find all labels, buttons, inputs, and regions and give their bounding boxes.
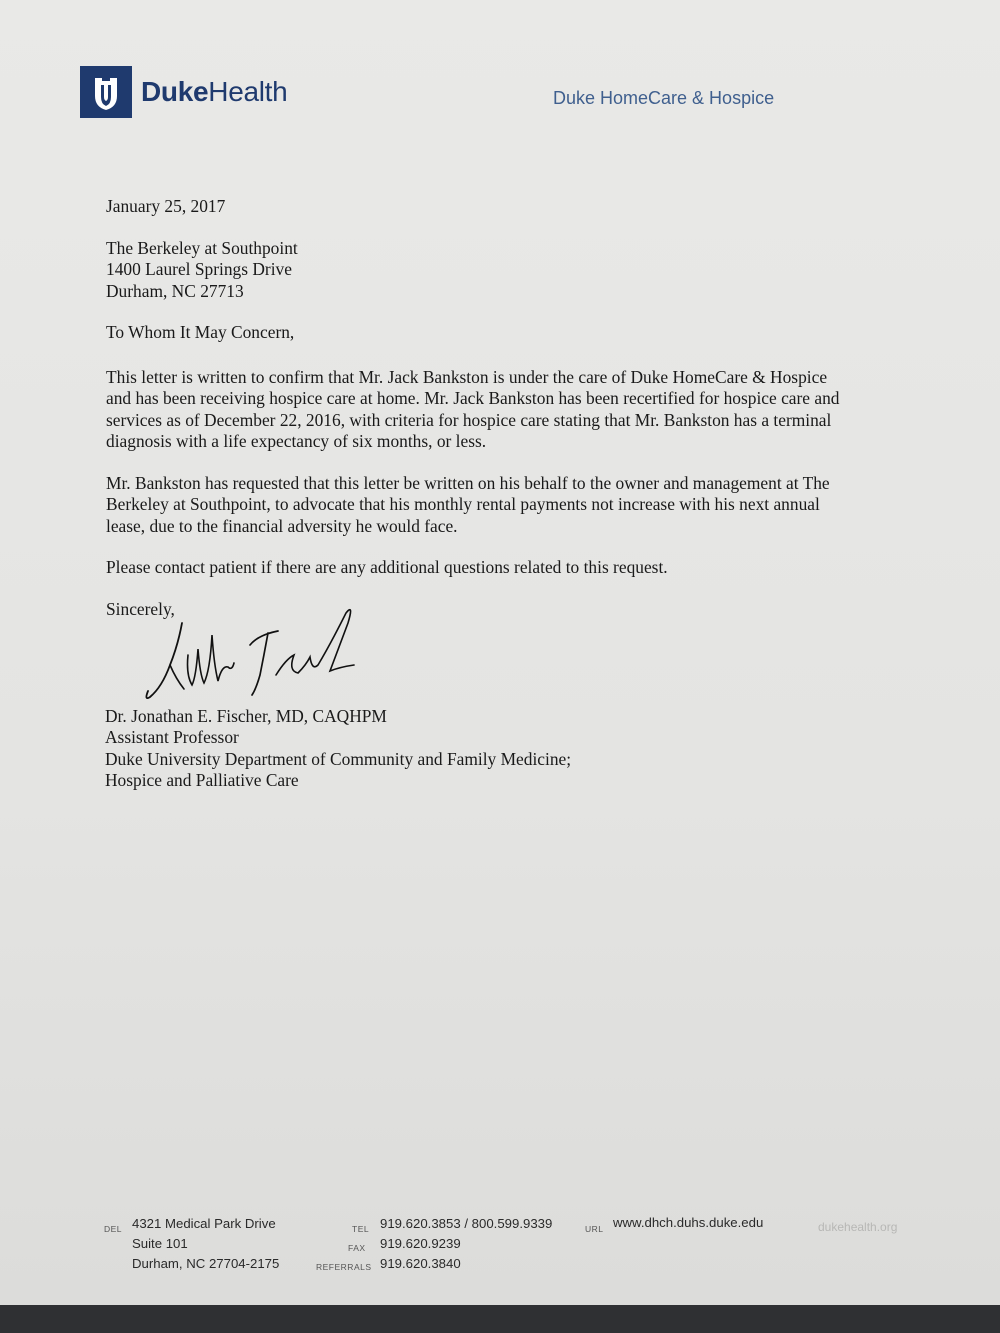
footer-phone-numbers bbox=[380, 1214, 552, 1274]
paragraph-line: Mr. Bankston has requested that this letter be written on his behalf to the owner and management at The bbox=[106, 473, 830, 493]
salutation: To Whom It May Concern, bbox=[106, 322, 295, 342]
footer-url: www.dhch.duhs.duke.edu bbox=[613, 1215, 764, 1230]
duke-shield-icon bbox=[80, 66, 132, 118]
paragraph-3: Please contact patient if there are any additional questions related to this request. bbox=[106, 557, 668, 577]
footer-referrals: 919.620.3840 bbox=[380, 1256, 461, 1271]
paragraph-line: This letter is written to confirm that Mr. Jack Bankston is under the care of Duke HomeCare & Hospice bbox=[106, 367, 828, 387]
footer-address-line: Suite 101 bbox=[132, 1236, 188, 1251]
signer-title: Assistant Professor bbox=[105, 727, 239, 748]
division-name: Duke HomeCare & Hospice bbox=[553, 88, 775, 108]
footer-address-line: Durham, NC 27704-2175 bbox=[132, 1256, 280, 1271]
footer-address bbox=[132, 1214, 279, 1274]
paragraph-line: and has been receiving hospice care at home. Mr. Jack Bankston has been recertified for hospice care and bbox=[106, 388, 840, 409]
paragraph-line: Berkeley at Southpoint, to advocate that his monthly rental payments not increase with his next annual bbox=[106, 494, 820, 515]
footer-referrals-label: REFERRALS bbox=[316, 1262, 372, 1272]
footer-website: dukehealth.org bbox=[818, 1220, 898, 1234]
duke-health-logo bbox=[141, 76, 287, 108]
footer-del-label: DEL bbox=[104, 1224, 123, 1234]
paragraph-2 bbox=[106, 473, 830, 537]
address-line: The Berkeley at Southpoint bbox=[106, 238, 298, 258]
signer-name: Dr. Jonathan E. Fischer, MD, CAQHPM bbox=[105, 706, 387, 726]
paragraph-1 bbox=[106, 367, 839, 452]
letter-date: January 25, 2017 bbox=[106, 196, 226, 216]
footer-tel-label: TEL bbox=[352, 1224, 370, 1234]
footer-fax: 919.620.9239 bbox=[380, 1236, 461, 1251]
handwritten-signature bbox=[140, 605, 380, 710]
footer-address-line: 4321 Medical Park Drive bbox=[132, 1216, 276, 1231]
paragraph-line: diagnosis with a life expectancy of six months, or less. bbox=[106, 430, 487, 451]
signer-block bbox=[105, 706, 571, 791]
footer-fax-label: FAX bbox=[348, 1243, 366, 1253]
paragraph-line: services as of December 22, 2016, with criteria for hospice care stating that Mr. Bankston has a terminal bbox=[106, 409, 832, 430]
background-surface bbox=[0, 1305, 1000, 1333]
address-line: 1400 Laurel Springs Drive bbox=[106, 259, 292, 280]
logo-text-regular: Health bbox=[208, 76, 288, 107]
signer-department: Hospice and Palliative Care bbox=[105, 769, 299, 790]
signer-department: Duke University Department of Community and Family Medicine; bbox=[105, 748, 572, 769]
footer-url-label: URL bbox=[585, 1224, 604, 1234]
footer-tel: 919.620.3853 / 800.599.9339 bbox=[380, 1216, 553, 1231]
address-line: Durham, NC 27713 bbox=[106, 280, 244, 301]
closing: Sincerely, bbox=[106, 599, 175, 619]
logo-text-bold: Duke bbox=[141, 76, 209, 107]
recipient-address bbox=[106, 238, 298, 302]
paragraph-line: lease, due to the financial adversity he would face. bbox=[106, 515, 458, 536]
